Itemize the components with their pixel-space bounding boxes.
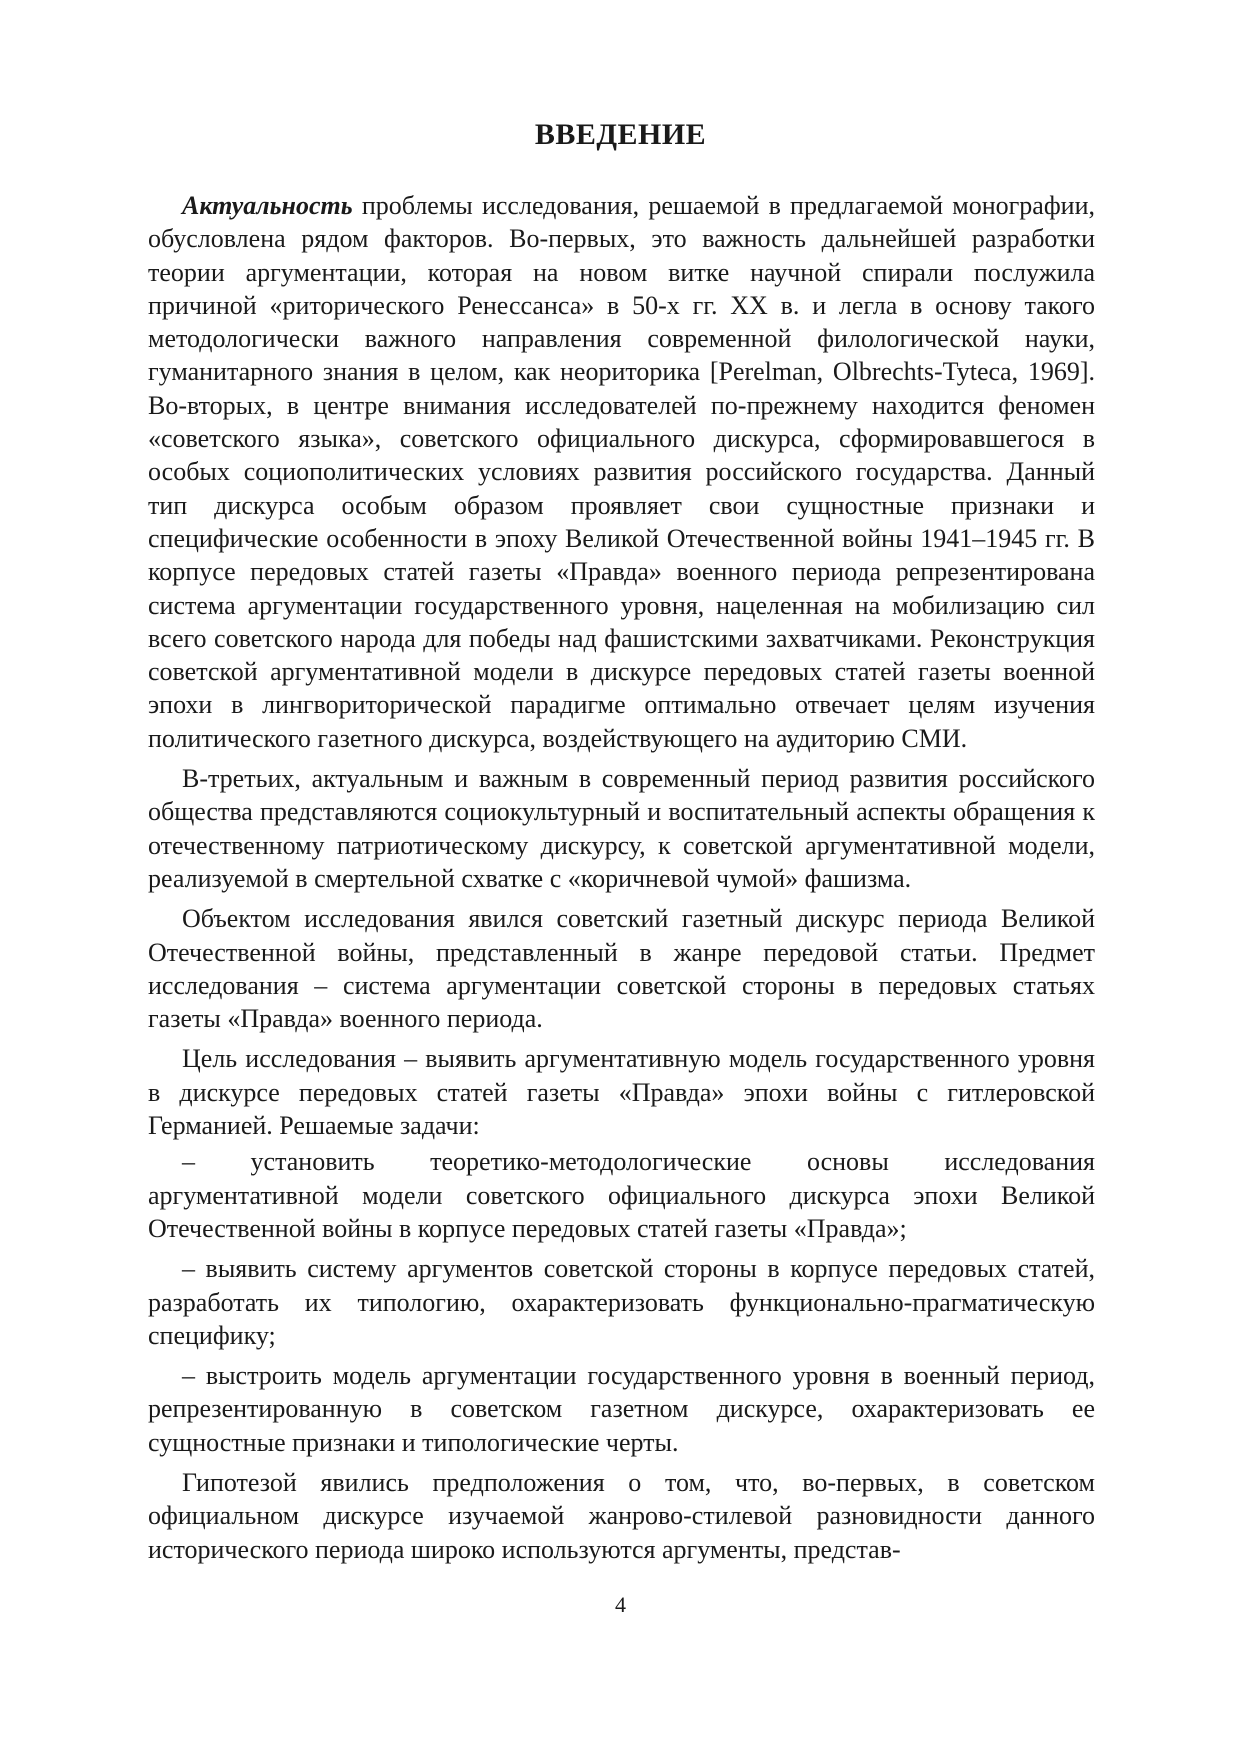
paragraph-text: проблемы исследования, решаемой в предлагаемой монографии, обусловлена рядом факторов. Во-первых, это важность дальнейшей разработки теории аргументации, которая на новом витке научной спирали послужила причиной «риторического Ренессанса» в 50-х гг. XX в. и легла в основу такого методологически важного направления современной филологической науки, гуманитарного знания в целом, как неориторика [Perelman, Olbrechts-Tyteca, 1969]. Во-вторых, в центре внимания исследователей по-прежнему находится феномен «советского языка», советского официального дискурса, сформировавшегося в особых социополитических условиях развития российского государства. Данный тип дискурса особым образом проявляет свои сущностные признаки и специфические особенности в эпоху Великой Отечественной войны 1941–1945 гг. В корпусе передовых статей газеты «Правда» военного периода репрезентирована система аргументации государственного уровня, нацеленная на мобилизацию сил всего советского народа для победы над фашистскими захватчиками. Реконструкция советской аргументативной модели в дискурсе передовых статей газеты военной эпохи в лингвориторической парадигме оптимально отвечает целям изучения политического газетного дискурса, воздействующего на аудиторию СМИ. <box>148 191 1095 753</box>
lead-term: Актуальность <box>182 191 353 220</box>
body-text <box>148 189 1095 1566</box>
paragraph-hypothesis: Гипотезой явились предположения о том, что, во-первых, в советском официальном дискурсе изучаемой жанрово-стилевой разновидности данного исторического периода широко используются аргументы, представ- <box>148 1467 1095 1564</box>
paragraph-task-3: – выстроить модель аргументации государственного уровня в военный период, репрезентированную в советском газетном дискурсе, охарактеризовать ее сущностные признаки и типологические черты. <box>148 1361 1095 1457</box>
paragraph-task-2: – выявить систему аргументов советской стороны в корпусе передовых статей, разработать их типологию, охарактеризовать функционально-прагматическую специфику; <box>148 1254 1095 1350</box>
paragraph-relevance <box>148 189 1095 755</box>
paragraph-object: Объектом исследования явился советский газетный дискурс периода Великой Отечественной войны, представленный в жанре передовой статьи. Предмет исследования – система аргументации советской стороны в передовых статьях газеты «Правда» военного периода. <box>148 904 1095 1034</box>
section-heading: ВВЕДЕНИЕ <box>534 118 707 151</box>
paragraph-thirdly: В-третьих, актуальным и важным в современный период развития российского общества представляются социокультурный и воспитательный аспекты обращения к отечественному патриотическому дискурсу, к советской аргументативной модели, реализуемой в смертельной схватке с «коричневой чумой» фашизма. <box>148 764 1095 893</box>
page-number: 4 <box>615 1592 626 1617</box>
paragraph-goal: Цель исследования – выявить аргументативную модель государственного уровня в дискурсе передовых статей газеты «Правда» эпохи войны с гитлеровской Германией. Решаемые задачи: <box>148 1044 1095 1141</box>
paragraph-task-1: – установить теоретико-методологические основы исследования аргументативной модели советского официального дискурса эпохи Великой Отечественной войны в корпусе передовых статей газеты «Правда»; <box>148 1147 1095 1243</box>
